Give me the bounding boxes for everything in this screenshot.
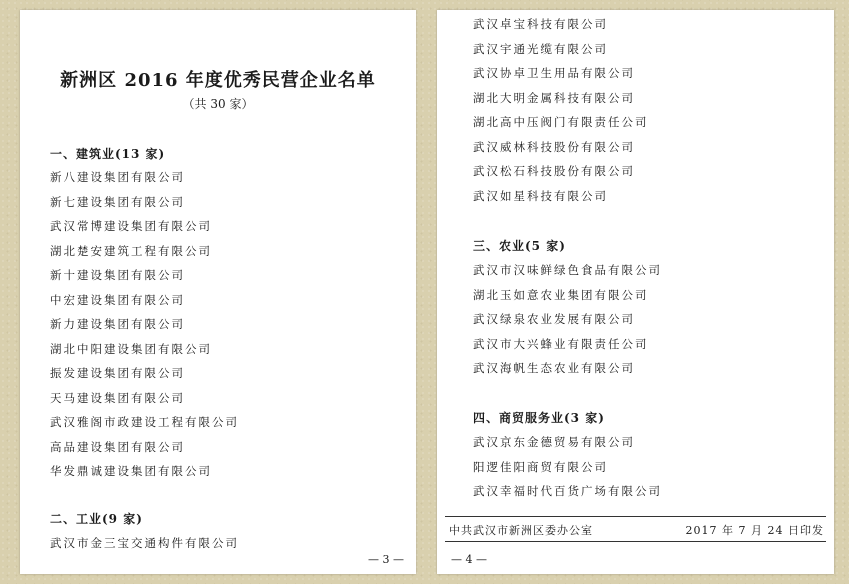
list-item: 湖北高中压阀门有限责任公司 bbox=[473, 115, 649, 129]
list-item: 高品建设集团有限公司 bbox=[50, 439, 185, 454]
company-list-commerce bbox=[473, 430, 662, 504]
company-list-industry-part1 bbox=[50, 531, 239, 556]
list-item: 湖北中阳建设集团有限公司 bbox=[50, 341, 212, 356]
section-heading-agriculture: 三、农业(5 家) bbox=[473, 239, 566, 253]
list-item: 中宏建设集团有限公司 bbox=[50, 292, 185, 307]
section-heading-commerce: 四、商贸服务业(3 家) bbox=[473, 411, 605, 425]
list-item: 武汉市大兴蜂业有限责任公司 bbox=[473, 336, 649, 351]
footer-issuer: 中共武汉市新洲区委办公室 bbox=[449, 524, 593, 537]
page-number-right: — 4 — bbox=[451, 553, 487, 566]
document-title: 新洲区 2016 年度优秀民营企业名单 bbox=[60, 70, 376, 91]
list-item: 新十建设集团有限公司 bbox=[50, 268, 185, 282]
list-item: 湖北楚安建筑工程有限公司 bbox=[50, 243, 212, 258]
list-item: 武汉松石科技股份有限公司 bbox=[473, 164, 635, 178]
list-item: 武汉威林科技股份有限公司 bbox=[473, 139, 635, 154]
page-number-left: — 3 — bbox=[368, 553, 404, 566]
list-item: 武汉市汉味鲜绿色食品有限公司 bbox=[473, 263, 662, 277]
document-page-right bbox=[437, 10, 834, 574]
list-item: 武汉如星科技有限公司 bbox=[473, 188, 608, 203]
document-page-left bbox=[20, 10, 416, 574]
list-item: 武汉京东金德贸易有限公司 bbox=[473, 435, 635, 449]
list-item: 武汉常博建设集团有限公司 bbox=[50, 219, 212, 233]
section-heading-industry: 二、工业(9 家) bbox=[50, 512, 143, 526]
list-item: 武汉卓宝科技有限公司 bbox=[473, 17, 608, 31]
list-item: 湖北玉如意农业集团有限公司 bbox=[473, 287, 649, 302]
section-heading-construction: 一、建筑业(13 家) bbox=[50, 147, 166, 161]
list-item: 新八建设集团有限公司 bbox=[50, 170, 185, 184]
list-item: 新七建设集团有限公司 bbox=[50, 194, 185, 209]
company-list-industry-part2 bbox=[473, 12, 649, 208]
footer-date: 2017 年 7 月 24 日印发 bbox=[685, 524, 824, 537]
footer-bottom-rule bbox=[445, 541, 826, 542]
list-item: 振发建设集团有限公司 bbox=[50, 366, 185, 380]
list-item: 天马建设集团有限公司 bbox=[50, 390, 185, 405]
list-item: 武汉市金三宝交通构件有限公司 bbox=[50, 536, 239, 550]
list-item: 新力建设集团有限公司 bbox=[50, 317, 185, 331]
list-item: 武汉幸福时代百货广场有限公司 bbox=[473, 484, 662, 498]
document-subtitle: （共 30 家） bbox=[182, 97, 254, 111]
list-item: 阳逻佳阳商贸有限公司 bbox=[473, 459, 608, 474]
company-list-construction bbox=[50, 165, 239, 484]
list-item: 湖北大明金属科技有限公司 bbox=[473, 90, 635, 105]
company-list-agriculture bbox=[473, 258, 662, 381]
list-item: 武汉宇通光缆有限公司 bbox=[473, 41, 608, 56]
list-item: 武汉绿泉农业发展有限公司 bbox=[473, 312, 635, 326]
list-item: 武汉雅阁市政建设工程有限公司 bbox=[50, 415, 239, 429]
footer-top-rule bbox=[445, 516, 826, 517]
list-item: 华发鼎诚建设集团有限公司 bbox=[50, 464, 212, 478]
list-item: 武汉协卓卫生用品有限公司 bbox=[473, 66, 635, 80]
list-item: 武汉海帆生态农业有限公司 bbox=[473, 361, 635, 375]
